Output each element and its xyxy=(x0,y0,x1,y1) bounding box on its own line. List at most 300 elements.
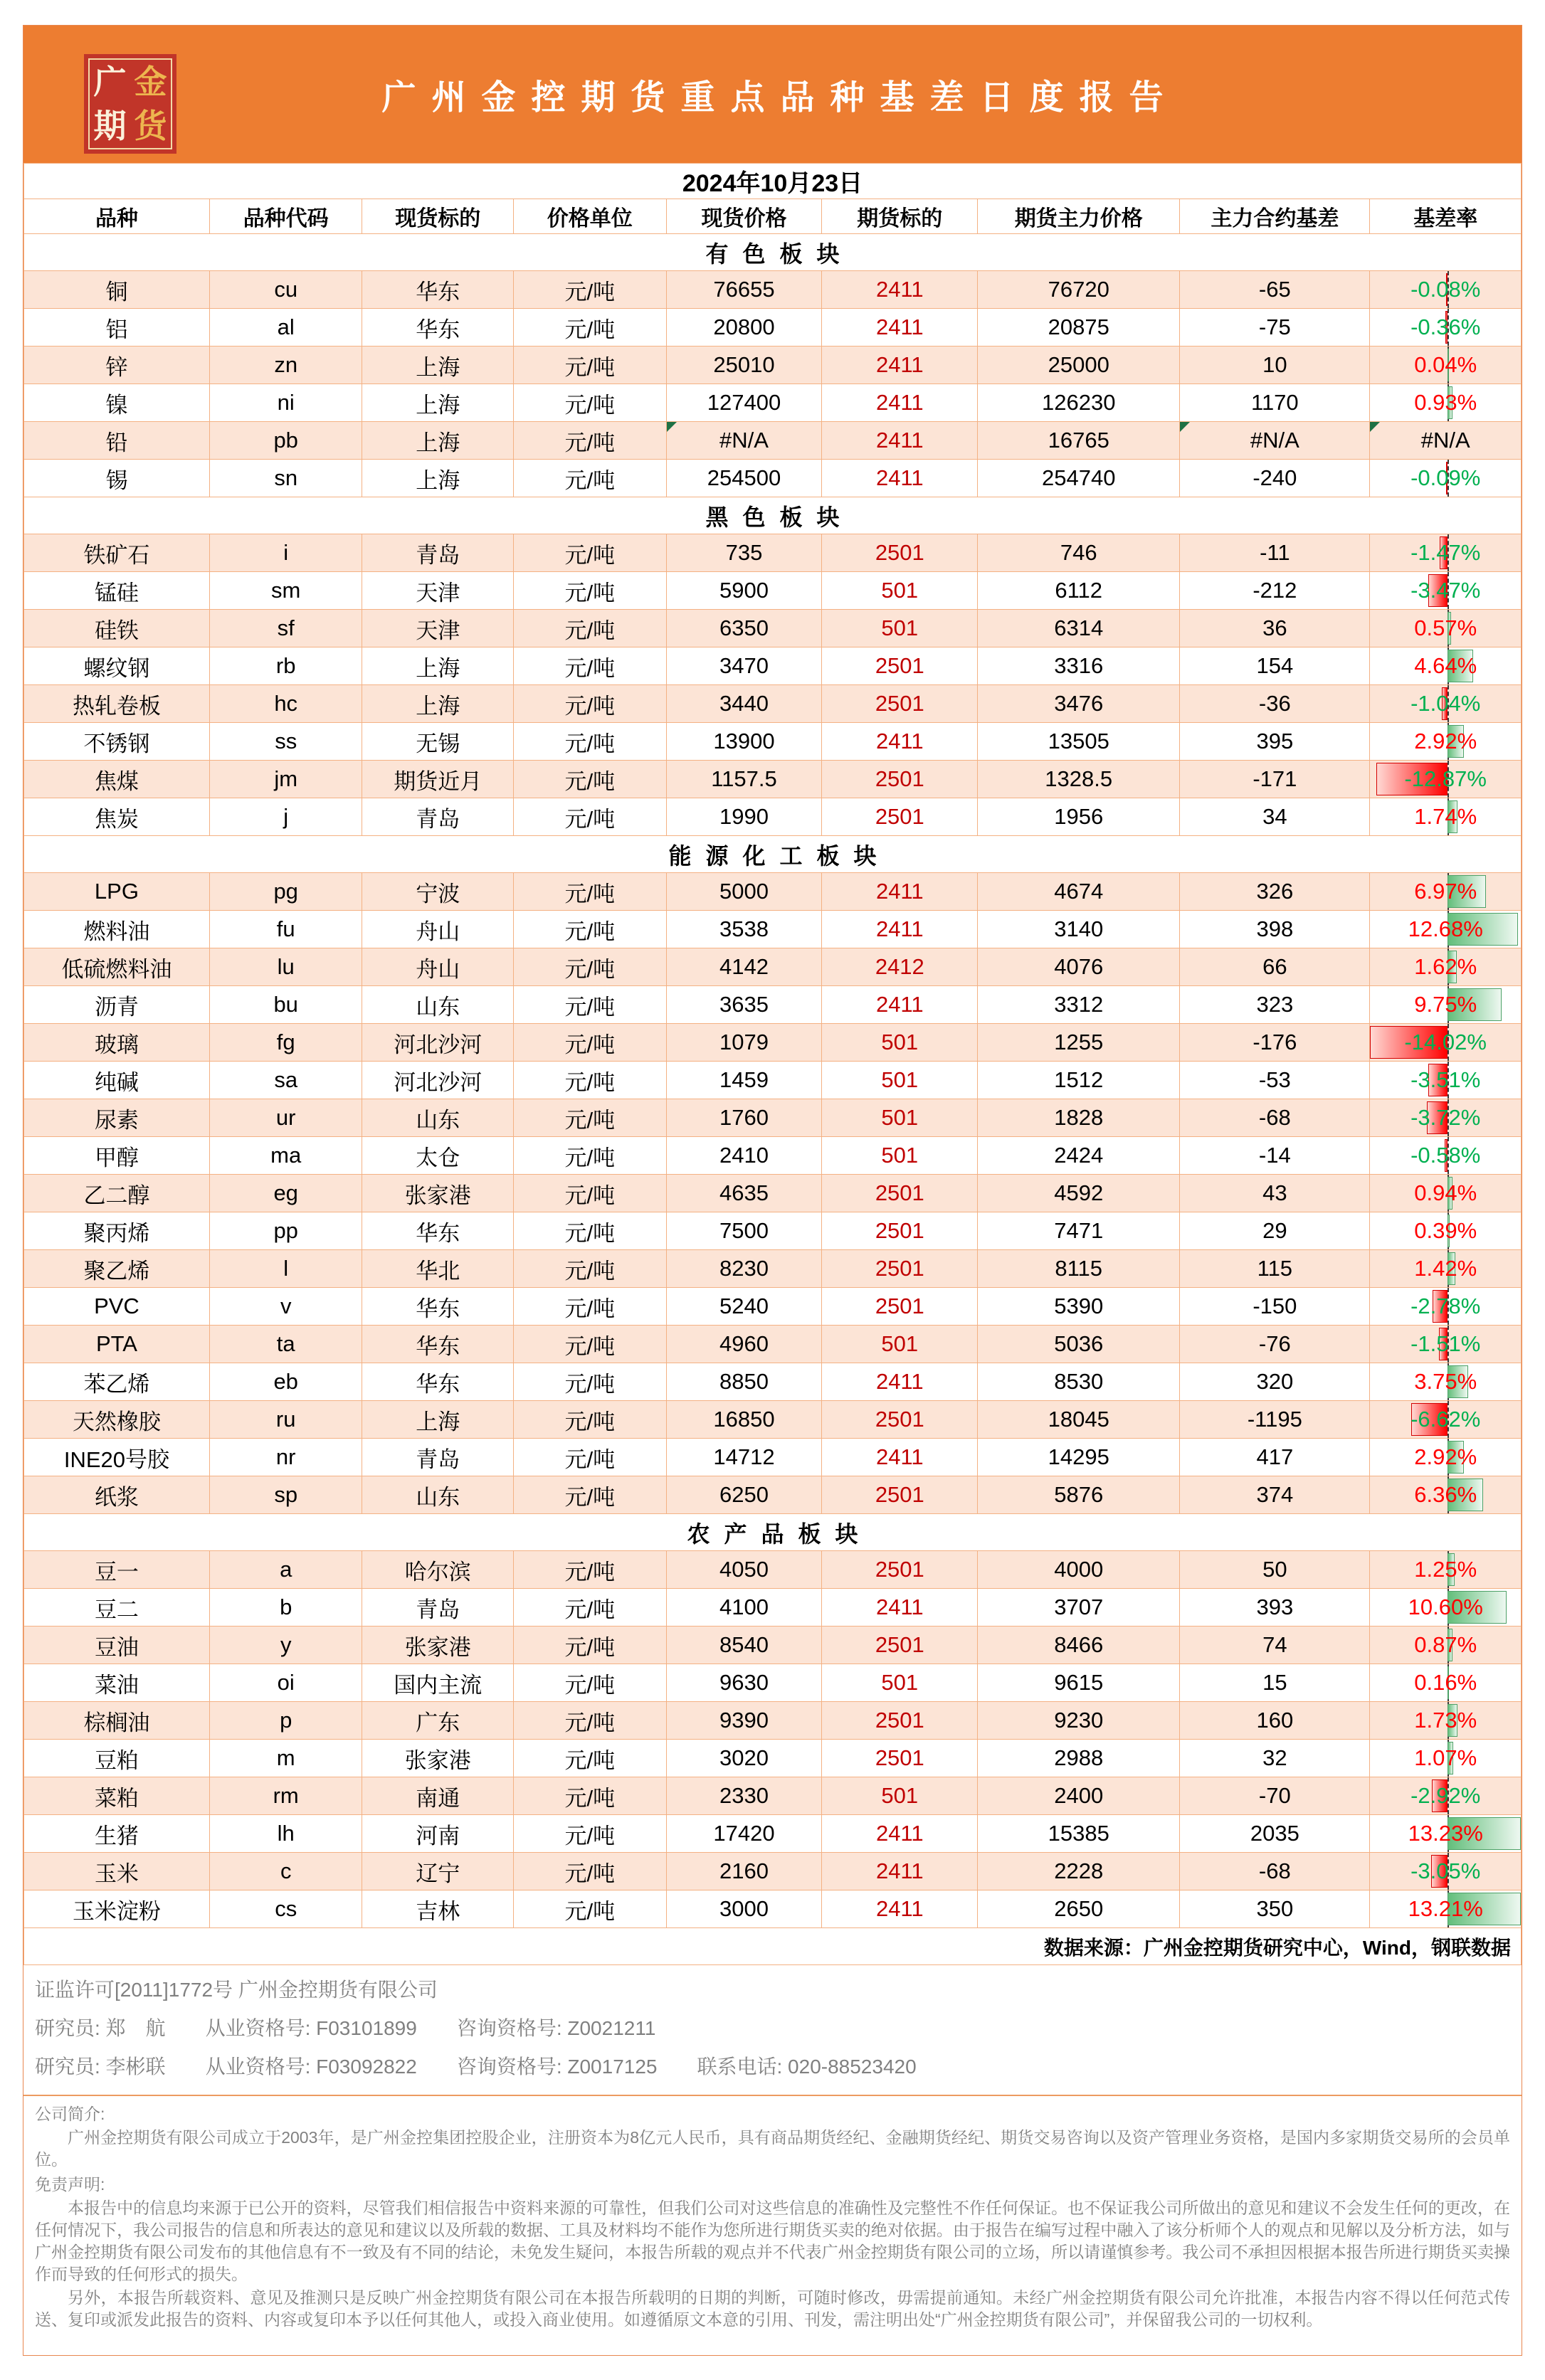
basis-rate-cell xyxy=(1370,1175,1522,1212)
basis-daily-report xyxy=(23,25,1522,2356)
spot-price-value: 9390 xyxy=(719,1708,769,1733)
price-unit xyxy=(513,723,666,761)
futures-main-price xyxy=(978,685,1180,723)
spot-price-value: 4050 xyxy=(719,1557,769,1582)
futures-contract-value: 2411 xyxy=(875,428,924,453)
price-unit xyxy=(513,1627,666,1664)
main-contract-basis xyxy=(1180,309,1370,347)
spot-price xyxy=(666,1099,822,1137)
price-unit-value: 元/吨 xyxy=(564,881,616,906)
futures-contract xyxy=(822,610,978,647)
basis-rate-cell xyxy=(1370,534,1522,572)
spot-target xyxy=(362,1363,514,1401)
main-contract-basis-value: -68 xyxy=(1258,1858,1291,1883)
main-contract-basis-value: 10 xyxy=(1262,352,1287,377)
basis-rate-cell xyxy=(1370,1476,1522,1514)
spot-price-value: 3000 xyxy=(719,1896,769,1921)
spot-target-value: 舟山 xyxy=(416,919,460,944)
futures-contract xyxy=(822,347,978,384)
futures-main-price xyxy=(978,1853,1180,1890)
price-unit-value: 元/吨 xyxy=(564,354,616,380)
main-contract-basis xyxy=(1180,460,1370,497)
main-contract-basis-value: 115 xyxy=(1257,1256,1293,1281)
futures-main-price-value: 8115 xyxy=(1055,1256,1103,1281)
commodity-row-rm xyxy=(24,1777,1522,1815)
main-contract-basis-value: -240 xyxy=(1253,465,1297,490)
futures-contract xyxy=(822,1777,978,1815)
commodity-code-value: oi xyxy=(277,1670,295,1695)
basis-rate-value: -2.78% xyxy=(1410,1294,1481,1318)
spot-target xyxy=(362,986,514,1024)
price-unit-value: 元/吨 xyxy=(564,693,616,719)
basis-rate-cell xyxy=(1370,1815,1522,1853)
commodity-name-value: 豆一 xyxy=(94,1559,139,1585)
futures-contract-value: 2501 xyxy=(875,1407,924,1432)
futures-main-price-value: 2988 xyxy=(1054,1745,1104,1770)
company-intro-title: 公司简介: xyxy=(35,2105,105,2123)
error-triangle-icon xyxy=(667,422,677,432)
futures-main-price-value: 6112 xyxy=(1055,578,1103,603)
futures-contract-value: 2501 xyxy=(875,1218,924,1243)
basis-rate-cell xyxy=(1370,986,1522,1024)
price-unit xyxy=(513,572,666,610)
spot-price-value: 2330 xyxy=(719,1783,769,1808)
spot-target xyxy=(362,911,514,948)
spot-price-value: 76655 xyxy=(713,277,775,302)
main-contract-basis xyxy=(1180,610,1370,647)
price-unit-value: 元/吨 xyxy=(564,768,616,794)
spot-price xyxy=(666,948,822,986)
price-unit-value: 元/吨 xyxy=(564,655,616,681)
spot-target xyxy=(362,384,514,422)
main-contract-basis-value: 1170 xyxy=(1251,390,1299,415)
futures-main-price-value: 8466 xyxy=(1054,1632,1104,1657)
spot-target xyxy=(362,1702,514,1740)
date-row xyxy=(24,164,1522,199)
main-contract-basis-value: 398 xyxy=(1256,916,1294,941)
main-contract-basis-value: 350 xyxy=(1256,1896,1294,1921)
futures-contract xyxy=(822,761,978,798)
futures-contract-value: 2501 xyxy=(875,766,924,791)
commodity-code-value: lh xyxy=(277,1821,295,1846)
commodity-name xyxy=(24,761,210,798)
spot-price xyxy=(666,534,822,572)
commodity-name-value: 菜油 xyxy=(94,1672,139,1698)
spot-price-value: 8540 xyxy=(719,1632,769,1657)
commodity-code-value: sa xyxy=(274,1067,298,1092)
spot-price xyxy=(666,384,822,422)
futures-main-price xyxy=(978,1250,1180,1288)
futures-main-price xyxy=(978,1288,1180,1326)
price-unit xyxy=(513,309,666,347)
spot-price-value: 13900 xyxy=(713,729,775,753)
spot-price-value: 5000 xyxy=(719,879,769,904)
logo-char: 金 xyxy=(134,63,167,100)
spot-target-value: 青岛 xyxy=(416,542,460,568)
futures-contract xyxy=(822,1702,978,1740)
commodity-row-j xyxy=(24,798,1522,836)
price-unit-value: 元/吨 xyxy=(564,1785,616,1811)
price-unit xyxy=(513,685,666,723)
commodity-name-value: PVC xyxy=(94,1294,139,1318)
spot-target-value: 宁波 xyxy=(416,881,460,906)
column-header: 现货标的 xyxy=(362,199,514,234)
spot-price xyxy=(666,1740,822,1777)
commodity-name-value: 苯乙烯 xyxy=(83,1371,150,1397)
spot-target xyxy=(362,761,514,798)
commodity-row-sn xyxy=(24,460,1522,497)
price-unit xyxy=(513,647,666,685)
futures-main-price-value: 746 xyxy=(1060,540,1097,565)
commodity-name xyxy=(24,347,210,384)
advisory-number: 咨询资格号: Z0017125 xyxy=(456,2056,658,2078)
basis-rate-cell xyxy=(1370,610,1522,647)
commodity-code-value: m xyxy=(276,1745,295,1770)
spot-target xyxy=(362,1740,514,1777)
commodity-row-eg xyxy=(24,1175,1522,1212)
futures-main-price-value: 25000 xyxy=(1048,352,1109,377)
futures-main-price xyxy=(978,1815,1180,1853)
main-contract-basis xyxy=(1180,534,1370,572)
spot-target xyxy=(362,1062,514,1099)
futures-contract xyxy=(822,1099,978,1137)
spot-target xyxy=(362,685,514,723)
report-date: 2024年10月23日 xyxy=(24,164,1522,199)
futures-contract-value: 2411 xyxy=(875,1444,924,1469)
spot-price-value: 735 xyxy=(725,540,763,565)
spot-target-value: 华东 xyxy=(416,317,460,342)
price-unit xyxy=(513,534,666,572)
commodity-row-sp xyxy=(24,1476,1522,1514)
price-unit xyxy=(513,384,666,422)
commodity-code xyxy=(209,1212,362,1250)
price-unit-value: 元/吨 xyxy=(564,1710,616,1735)
futures-main-price xyxy=(978,1024,1180,1062)
main-contract-basis xyxy=(1180,347,1370,384)
futures-main-price-value: 126230 xyxy=(1041,390,1116,415)
spot-price xyxy=(666,1589,822,1627)
basis-rate-cell xyxy=(1370,911,1522,948)
commodity-row-c xyxy=(24,1853,1522,1890)
basis-rate-cell xyxy=(1370,309,1522,347)
price-unit-value: 元/吨 xyxy=(564,1597,616,1622)
price-unit xyxy=(513,1853,666,1890)
basis-rate-value: -0.08% xyxy=(1410,277,1481,302)
basis-rate-value: 0.39% xyxy=(1414,1218,1477,1243)
commodity-code xyxy=(209,1627,362,1664)
commodity-row-b xyxy=(24,1589,1522,1627)
futures-main-price-value: 5876 xyxy=(1054,1482,1104,1507)
basis-rate-cell xyxy=(1370,647,1522,685)
commodity-code-value: hc xyxy=(274,691,298,716)
futures-main-price-value: 1328.5 xyxy=(1045,766,1113,791)
commodity-name-value: LPG xyxy=(94,879,139,904)
futures-contract-value: 2411 xyxy=(875,352,924,377)
commodity-row-sa xyxy=(24,1062,1522,1099)
commodity-code-value: y xyxy=(280,1632,292,1657)
futures-main-price xyxy=(978,460,1180,497)
main-contract-basis-value: 34 xyxy=(1262,804,1287,829)
spot-price-value: 8850 xyxy=(719,1369,769,1394)
commodity-row-rb xyxy=(24,647,1522,685)
main-contract-basis-value: 320 xyxy=(1256,1369,1294,1394)
spot-price xyxy=(666,422,822,460)
spot-target-value: 华东 xyxy=(416,1371,460,1397)
spot-target-value: 天津 xyxy=(416,580,460,605)
basis-rate-cell xyxy=(1370,761,1522,798)
spot-price xyxy=(666,1702,822,1740)
commodity-row-l xyxy=(24,1250,1522,1288)
commodity-name xyxy=(24,610,210,647)
commodity-code xyxy=(209,647,362,685)
price-unit xyxy=(513,1175,666,1212)
commodity-row-ni xyxy=(24,384,1522,422)
main-contract-basis xyxy=(1180,1815,1370,1853)
spot-price-value: 1760 xyxy=(719,1105,769,1130)
commodity-row-a xyxy=(24,1551,1522,1589)
basis-rate-value: 1.62% xyxy=(1414,954,1477,979)
commodity-name-value: 焦煤 xyxy=(94,768,139,794)
commodity-row-lh xyxy=(24,1815,1522,1853)
futures-main-price-value: 14295 xyxy=(1048,1444,1109,1469)
futures-main-price xyxy=(978,1326,1180,1363)
spot-target-value: 河北沙河 xyxy=(394,1069,483,1095)
price-unit-value: 元/吨 xyxy=(564,317,616,342)
report-banner xyxy=(23,26,1522,163)
price-unit xyxy=(513,948,666,986)
logo-char: 货 xyxy=(134,107,167,144)
commodity-name xyxy=(24,1853,210,1890)
section-row xyxy=(24,497,1522,534)
main-contract-basis xyxy=(1180,1401,1370,1439)
commodity-code xyxy=(209,1175,362,1212)
table-header-row xyxy=(24,199,1522,234)
spot-target-value: 华东 xyxy=(416,1296,460,1321)
spot-target xyxy=(362,271,514,309)
price-unit xyxy=(513,1288,666,1326)
futures-main-price-value: 8530 xyxy=(1054,1369,1104,1394)
commodity-code-value: sm xyxy=(271,578,301,603)
main-contract-basis xyxy=(1180,1740,1370,1777)
spot-price xyxy=(666,647,822,685)
price-unit xyxy=(513,1664,666,1702)
futures-contract-value: 501 xyxy=(881,1670,919,1695)
spot-price xyxy=(666,1326,822,1363)
basis-rate-value: -1.51% xyxy=(1410,1331,1481,1356)
basis-rate-cell xyxy=(1370,685,1522,723)
futures-contract xyxy=(822,1062,978,1099)
basis-rate-value: 13.23% xyxy=(1408,1821,1483,1846)
futures-main-price xyxy=(978,911,1180,948)
spot-target-value: 上海 xyxy=(416,655,460,681)
commodity-code-value: ta xyxy=(276,1331,295,1356)
commodity-name-value: 玉米 xyxy=(94,1861,139,1886)
commodity-name xyxy=(24,1589,210,1627)
commodity-name xyxy=(24,1439,210,1476)
commodity-name-value: 甲醇 xyxy=(94,1145,139,1170)
price-unit xyxy=(513,347,666,384)
column-header: 现货价格 xyxy=(666,199,822,234)
futures-contract-value: 2501 xyxy=(875,804,924,829)
spot-target xyxy=(362,647,514,685)
spot-price-value: 8230 xyxy=(719,1256,769,1281)
commodity-name xyxy=(24,1212,210,1250)
price-unit xyxy=(513,1401,666,1439)
column-header: 期货主力价格 xyxy=(978,199,1180,234)
spot-price-value: 5900 xyxy=(719,578,769,603)
spot-target-value: 山东 xyxy=(416,1107,460,1133)
basis-rate-cell xyxy=(1370,1401,1522,1439)
spot-price-value: 4960 xyxy=(719,1331,769,1356)
futures-main-price-value: 9230 xyxy=(1054,1708,1104,1733)
commodity-code-value: rb xyxy=(275,653,296,678)
main-contract-basis xyxy=(1180,1890,1370,1928)
basis-rate-value: 9.75% xyxy=(1414,992,1477,1017)
commodity-name xyxy=(24,460,210,497)
spot-price xyxy=(666,798,822,836)
spot-target-value: 舟山 xyxy=(416,956,460,982)
main-contract-basis-value: 43 xyxy=(1262,1180,1287,1205)
license-line: 证监许可[2011]1772号 广州金控期货有限公司 xyxy=(35,1979,438,2001)
commodity-name-value: 乙二醇 xyxy=(83,1183,150,1208)
commodity-row-fg xyxy=(24,1024,1522,1062)
futures-main-price-value: 4076 xyxy=(1054,954,1104,979)
commodity-row-oi xyxy=(24,1664,1522,1702)
main-contract-basis-value: -68 xyxy=(1258,1105,1291,1130)
main-contract-basis-value: -70 xyxy=(1258,1783,1291,1808)
price-unit xyxy=(513,1326,666,1363)
price-unit xyxy=(513,1476,666,1514)
commodity-name xyxy=(24,309,210,347)
spot-target xyxy=(362,798,514,836)
column-header: 品种 xyxy=(24,199,210,234)
price-unit-value: 元/吨 xyxy=(564,806,616,832)
commodity-name-value: 低硫燃料油 xyxy=(61,956,172,982)
futures-main-price-value: 15385 xyxy=(1048,1821,1109,1846)
spot-target-value: 青岛 xyxy=(416,1446,460,1472)
commodity-row-al xyxy=(24,309,1522,347)
commodity-code-value: nr xyxy=(275,1444,296,1469)
price-unit-value: 元/吨 xyxy=(564,1258,616,1284)
basis-rate-cell xyxy=(1370,1250,1522,1288)
price-unit xyxy=(513,1890,666,1928)
commodity-row-hc xyxy=(24,685,1522,723)
basis-rate-cell xyxy=(1370,1589,1522,1627)
main-contract-basis xyxy=(1180,1476,1370,1514)
spot-target-value: 华北 xyxy=(416,1258,460,1284)
futures-contract xyxy=(822,384,978,422)
commodity-row-m xyxy=(24,1740,1522,1777)
spot-price-value: 4635 xyxy=(719,1180,769,1205)
commodity-code xyxy=(209,1551,362,1589)
main-contract-basis xyxy=(1180,1551,1370,1589)
futures-contract-value: 501 xyxy=(881,1067,919,1092)
futures-main-price-value: 16765 xyxy=(1048,428,1109,453)
main-contract-basis xyxy=(1180,422,1370,460)
commodity-code xyxy=(209,422,362,460)
commodity-name xyxy=(24,1401,210,1439)
basis-rate-cell xyxy=(1370,1777,1522,1815)
commodity-name xyxy=(24,1024,210,1062)
futures-contract xyxy=(822,1627,978,1664)
commodity-name xyxy=(24,422,210,460)
spot-target xyxy=(362,1664,514,1702)
spot-price xyxy=(666,1401,822,1439)
commodity-code xyxy=(209,798,362,836)
main-contract-basis-value: -14 xyxy=(1258,1143,1291,1168)
spot-price xyxy=(666,460,822,497)
spot-price-value: 4100 xyxy=(719,1594,769,1619)
main-contract-basis xyxy=(1180,1439,1370,1476)
spot-target xyxy=(362,1175,514,1212)
commodity-name-value: 玻璃 xyxy=(94,1032,139,1057)
commodity-name xyxy=(24,1363,210,1401)
price-unit xyxy=(513,911,666,948)
spot-price xyxy=(666,685,822,723)
commodity-name xyxy=(24,723,210,761)
basis-rate-cell xyxy=(1370,798,1522,836)
futures-contract xyxy=(822,1853,978,1890)
futures-main-price xyxy=(978,1702,1180,1740)
basis-rate-value: 2.92% xyxy=(1414,729,1477,753)
commodity-name-value: 锌 xyxy=(105,354,128,380)
spot-target-value: 天津 xyxy=(416,618,460,643)
commodity-row-pp xyxy=(24,1212,1522,1250)
commodity-code-value: sf xyxy=(277,615,295,640)
basis-rate-cell xyxy=(1370,1363,1522,1401)
price-unit-value: 元/吨 xyxy=(564,430,616,455)
spot-target-value: 辽宁 xyxy=(416,1861,460,1886)
futures-main-price xyxy=(978,986,1180,1024)
basis-rate-cell xyxy=(1370,1702,1522,1740)
commodity-name xyxy=(24,1890,210,1928)
futures-contract xyxy=(822,534,978,572)
commodity-row-pb xyxy=(24,422,1522,460)
commodity-name-value: 豆油 xyxy=(94,1634,139,1660)
basis-rate-value: -12.87% xyxy=(1404,766,1487,791)
commodity-name-value: 生猪 xyxy=(94,1823,139,1849)
main-contract-basis xyxy=(1180,1853,1370,1890)
commodity-code xyxy=(209,761,362,798)
futures-main-price xyxy=(978,309,1180,347)
basis-rate-cell xyxy=(1370,1137,1522,1175)
spot-price-value: 3020 xyxy=(719,1745,769,1770)
futures-main-price-value: 18045 xyxy=(1048,1407,1109,1432)
futures-main-price-value: 7471 xyxy=(1054,1218,1104,1243)
spot-price-value: 1459 xyxy=(719,1067,769,1092)
price-unit xyxy=(513,271,666,309)
basis-rate-value: 6.36% xyxy=(1414,1482,1477,1507)
main-contract-basis xyxy=(1180,1250,1370,1288)
futures-contract-value: 2411 xyxy=(875,916,924,941)
commodity-code-value: eg xyxy=(273,1180,298,1205)
price-unit xyxy=(513,1363,666,1401)
section-row xyxy=(24,234,1522,271)
spot-target xyxy=(362,422,514,460)
commodity-row-lu xyxy=(24,948,1522,986)
price-unit xyxy=(513,610,666,647)
commodity-code-value: ss xyxy=(275,729,297,753)
spot-price xyxy=(666,1137,822,1175)
futures-contract xyxy=(822,948,978,986)
commodity-code-value: pb xyxy=(273,428,298,453)
main-contract-basis xyxy=(1180,761,1370,798)
commodity-name-value: 铜 xyxy=(105,279,128,305)
basis-rate-value: -0.09% xyxy=(1410,465,1481,490)
futures-contract xyxy=(822,1664,978,1702)
spot-price-value: 1157.5 xyxy=(711,766,777,791)
spot-price xyxy=(666,1777,822,1815)
